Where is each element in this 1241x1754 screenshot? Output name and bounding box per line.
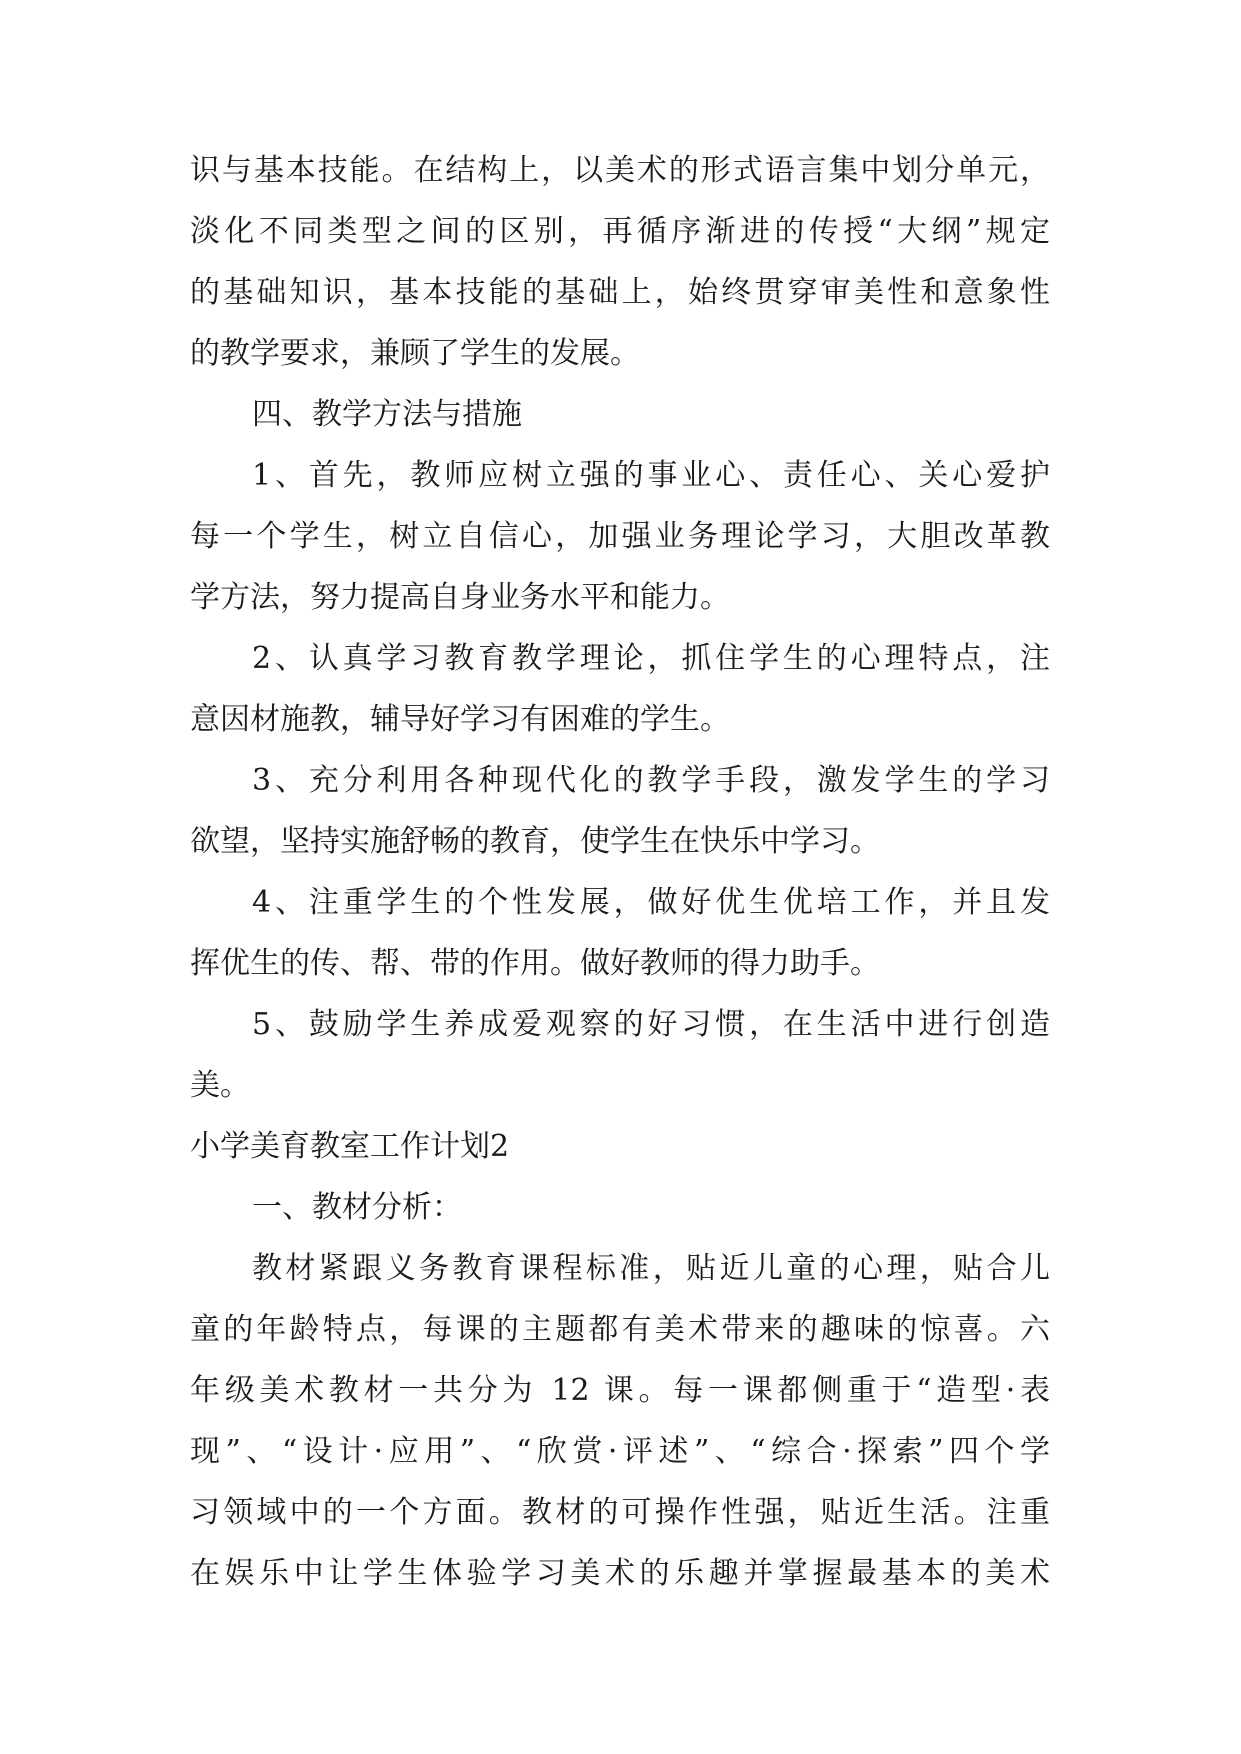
text-line: 欲望，坚持实施舒畅的教育，使学生在快乐中学习。 <box>190 824 880 859</box>
text-line: 识与基本技能。在结构上，以美术的形式语言集中划分单元， <box>190 153 1050 188</box>
text-line: 的基础知识，基本技能的基础上，始终贯穿审美性和意象性 <box>190 275 1050 310</box>
text-line: 教材紧跟义务教育课程标准，贴近儿童的心理，贴合儿 <box>252 1251 1050 1286</box>
text-line: 2、认真学习教育教学理论，抓住学生的心理特点，注 <box>252 641 1050 676</box>
text-line: 习领域中的一个方面。教材的可操作性强，贴近生活。注重 <box>190 1495 1050 1530</box>
text-line: 在娱乐中让学生体验学习美术的乐趣并掌握最基本的美术 <box>190 1556 1050 1591</box>
document-body <box>190 140 1050 1604</box>
text-line: 童的年龄特点，每课的主题都有美术带来的趣味的惊喜。六 <box>190 1312 1050 1347</box>
section-heading: 一、教材分析： <box>252 1190 462 1225</box>
text-line: 的教学要求，兼顾了学生的发展。 <box>190 336 640 371</box>
section-heading: 四、教学方法与措施 <box>252 397 522 432</box>
text-line: 5、鼓励学生养成爱观察的好习惯，在生活中进行创造 <box>252 1007 1050 1042</box>
text-line: 每一个学生，树立自信心，加强业务理论学习，大胆改革教 <box>190 519 1050 554</box>
text-line: 1、首先，教师应树立强的事业心、责任心、关心爱护 <box>252 458 1050 493</box>
text-line: 意因材施教，辅导好学习有困难的学生。 <box>190 702 730 737</box>
text-line: 3、充分利用各种现代化的教学手段，激发学生的学习 <box>252 763 1050 798</box>
text-line: 挥优生的传、帮、带的作用。做好教师的得力助手。 <box>190 946 880 981</box>
text-line: 美。 <box>190 1068 250 1103</box>
document-title: 小学美育教室工作计划2 <box>190 1129 510 1164</box>
text-line: 年级美术教材一共分为 12 课。每一课都侧重于“造型·表 <box>190 1373 1050 1408</box>
text-line: 淡化不同类型之间的区别，再循序渐进的传授“大纲”规定 <box>190 214 1050 249</box>
text-line: 4、注重学生的个性发展，做好优生优培工作，并且发 <box>252 885 1050 920</box>
text-line: 现”、“设计·应用”、“欣赏·评述”、“综合·探索”四个学 <box>190 1434 1050 1469</box>
text-line: 学方法，努力提高自身业务水平和能力。 <box>190 580 730 615</box>
